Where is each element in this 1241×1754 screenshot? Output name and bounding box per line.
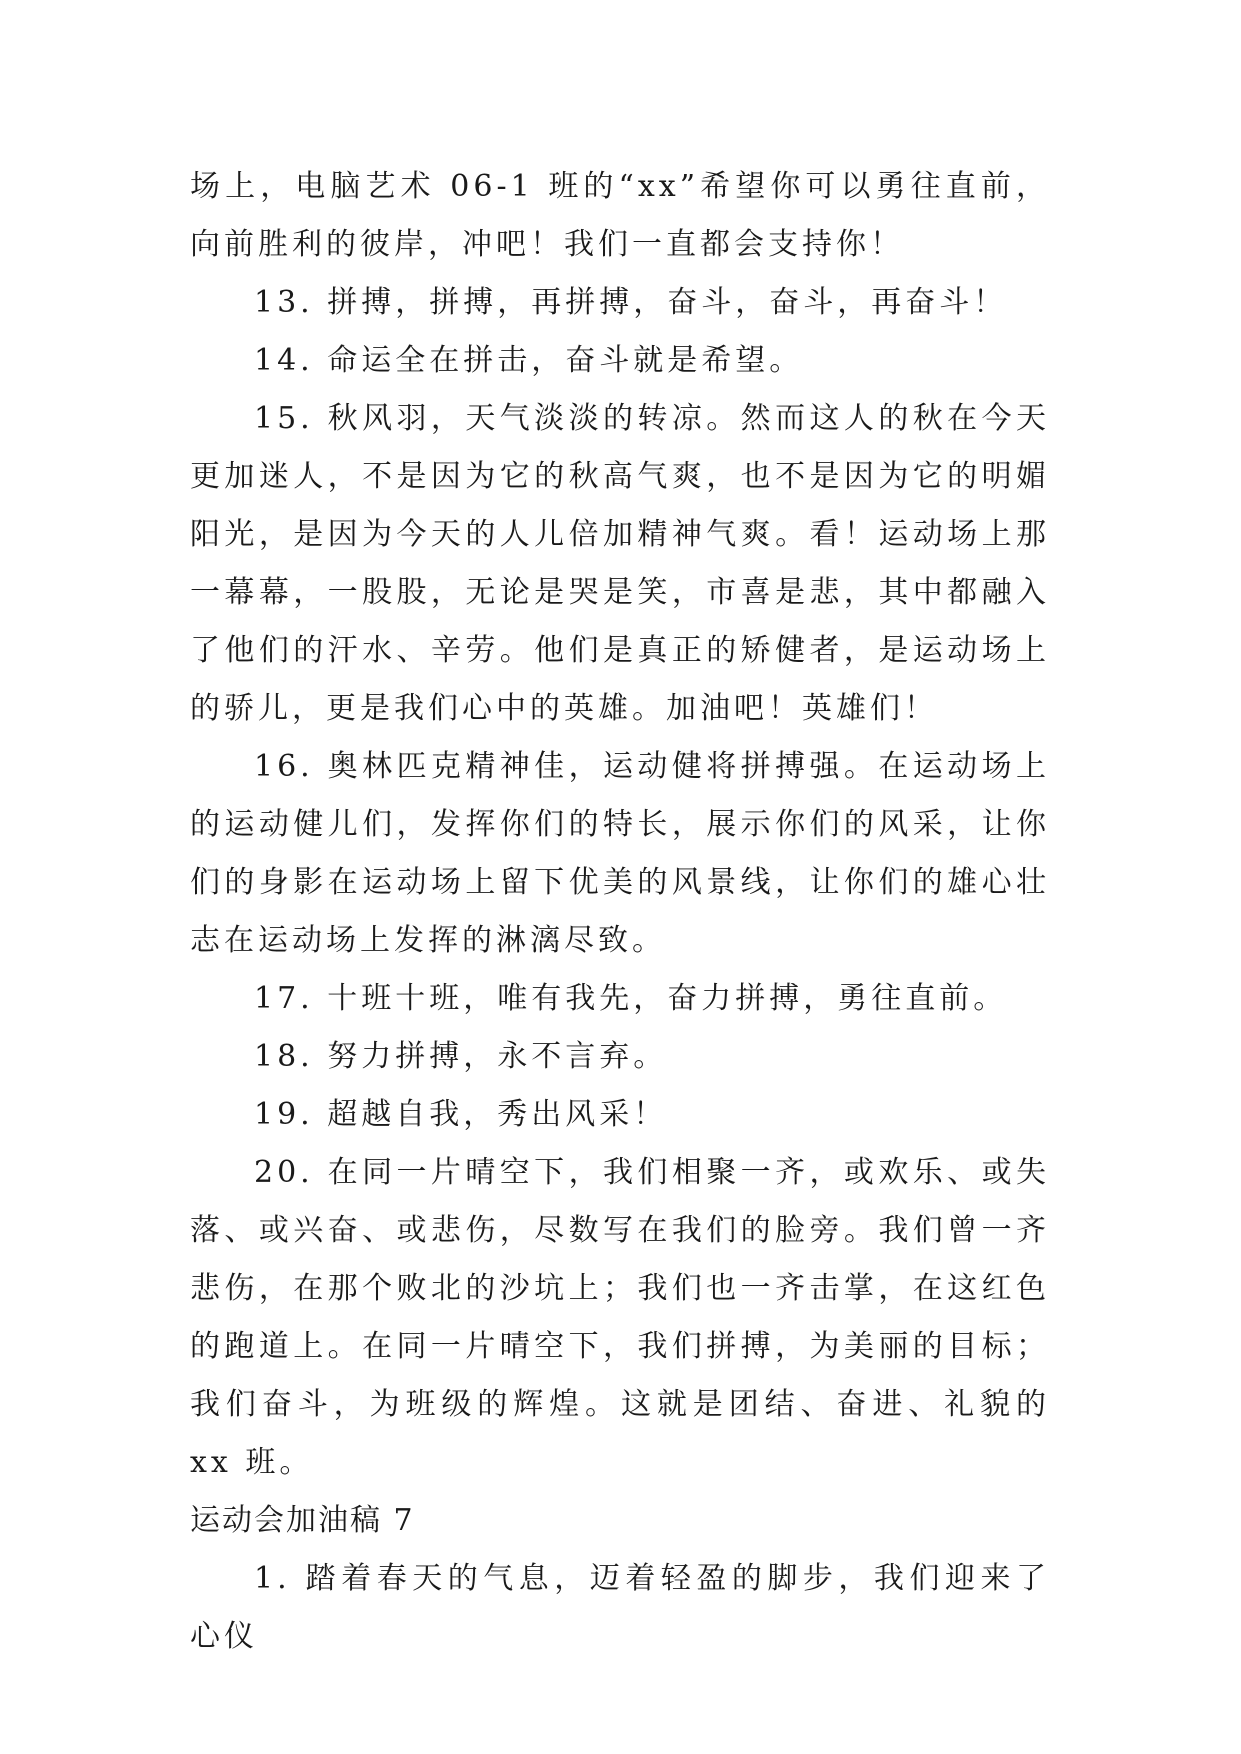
paragraph-item-18: 18. 努力拼搏，永不言弃。 — [254, 1039, 668, 1074]
paragraph-continuation: 场上，电脑艺术 06-1 班的“xx”希望你可以勇往直前，向前胜利的彼岸，冲吧！我们一直都会支持你！ — [190, 169, 1050, 262]
paragraph-item-19: 19. 超越自我，秀出风采！ — [254, 1097, 668, 1132]
paragraph-item-17: 17. 十班十班，唯有我先，奋力拼搏，勇往直前。 — [254, 981, 1008, 1016]
document-body — [190, 158, 1050, 1666]
paragraph-item-15: 15. 秋风羽，天气淡淡的转凉。然而这人的秋在今天更加迷人，不是因为它的秋高气爽，也不是因为它的明媚阳光，是因为今天的人儿倍加精神气爽。看！运动场上那一幕幕，一股股，无论是哭是笑，市喜是悲，其中都融入了他们的汗水、辛劳。他们是真正的矫健者，是运动场上的骄儿，更是我们心中的英雄。加油吧！英雄们！ — [190, 401, 1050, 726]
paragraph-item-20: 20. 在同一片晴空下，我们相聚一齐，或欢乐、或失落、或兴奋、或悲伤，尽数写在我们的脸旁。我们曾一齐悲伤，在那个败北的沙坑上；我们也一齐击掌，在这红色的跑道上。在同一片晴空下，我们拼搏，为美丽的目标；我们奋斗，为班级的辉煌。这就是团结、奋进、礼貌的 xx 班。 — [190, 1155, 1050, 1480]
paragraph-item-1: 1. 踏着春天的气息，迈着轻盈的脚步，我们迎来了心仪 — [190, 1561, 1050, 1654]
paragraph-item-16: 16. 奥林匹克精神佳，运动健将拼搏强。在运动场上的运动健儿们，发挥你们的特长，展示你们的风采，让你们的身影在运动场上留下优美的风景线，让你们的雄心壮志在运动场上发挥的淋漓尽致。 — [190, 749, 1050, 958]
paragraph-item-13: 13. 拼搏，拼搏，再拼搏，奋斗，奋斗，再奋斗！ — [254, 285, 1008, 320]
section-heading: 运动会加油稿 7 — [190, 1503, 415, 1538]
paragraph-item-14: 14. 命运全在拼击，奋斗就是希望。 — [254, 343, 804, 378]
